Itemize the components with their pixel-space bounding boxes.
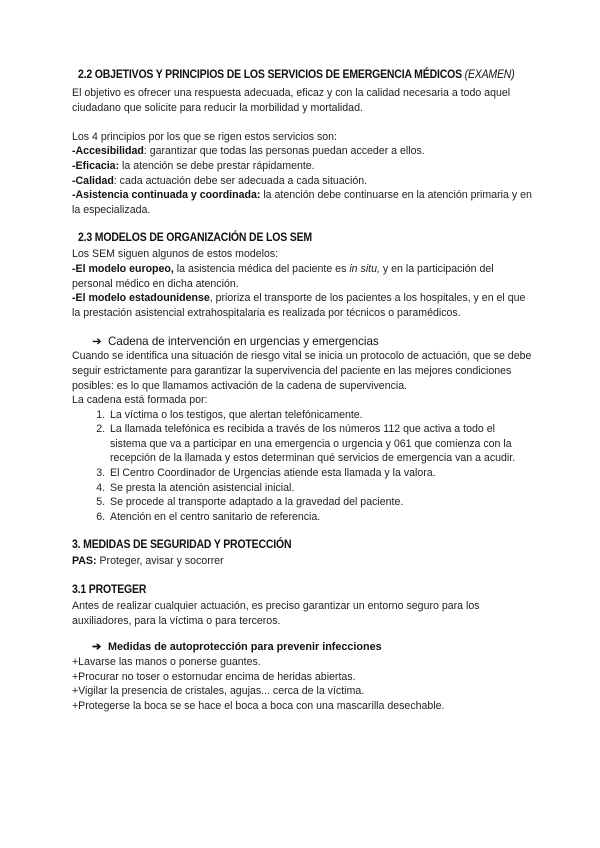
protect-intro: Antes de realizar cualquier actuación, es preciso garantizar un entorno seguro para los auxiliadores, para la víctima o para terceros. — [72, 600, 480, 627]
model-estadounidense: -El modelo estadounidense, prioriza el transporte de los pacientes a los hospitales, y en el que la prestación asistencial extrahospitalaria es realizada por técnicos o paramédicos. — [72, 292, 526, 319]
list-item: 3. El Centro Coordinador de Urgencias atiende esta llamada y la valora. — [108, 466, 532, 481]
list-item: +Lavarse las manos o ponerse guantes. — [72, 656, 261, 669]
list-item: 2. La llamada telefónica es recibida a través de los números 112 que activa a todo el sistema que va a participar en una emergencia o urgencia y 061 que comienza con la recepción de la llamada y estos determinan qué servicios de emergencia van a acudir. — [108, 422, 532, 466]
list-item: +Vigilar la presencia de cristales, agujas... cerca de la víctima. — [72, 685, 365, 698]
objective-paragraph: El objetivo es ofrecer una respuesta adecuada, eficaz y con la calidad necesaria a todo aquel ciudadano que solicite para reducir la morbilidad y mortalidad. — [72, 87, 511, 114]
list-item: 4. Se presta la atención asistencial inicial. — [108, 481, 532, 496]
arrow-right-icon: ➔ — [92, 335, 102, 349]
section-3-1-heading: 3.1 PROTEGER — [72, 582, 147, 597]
section-2-2-title: 2.2 OBJETIVOS Y PRINCIPIOS DE LOS SERVICIOS DE EMERGENCIA MÉDICOS — [78, 67, 462, 81]
autoprotection-heading — [92, 640, 532, 655]
chain-intro: Cuando se identifica una situación de riesgo vital se inicia un protocolo de actuación, que se debe seguir estrictamente para garantizar la supervivencia del paciente en las mejores condiciones posibles: es lo que llamamos activación de la cadena de supervivencia. — [72, 350, 532, 392]
principles-intro: Los 4 principios por los que se rigen estos servicios son: — [72, 130, 337, 143]
arrow-right-icon: ➔ — [92, 641, 102, 654]
exam-tag: (EXAMEN) — [464, 67, 515, 81]
list-item: +Procurar no toser o estornudar encima de heridas abiertas. — [72, 670, 356, 683]
list-item: 5. Se procede al transporte adaptado a la gravedad del paciente. — [108, 495, 532, 510]
model-europeo: -El modelo europeo, la asistencia médica del paciente es in situ, y en la participación del personal médico en dicha atención. — [72, 262, 494, 290]
list-item: +Protegerse la boca se se hace el boca a boca con una mascarilla desechable. — [72, 700, 445, 712]
principle-calidad: -Calidad: cada actuación debe ser adecuada a cada situación. — [72, 174, 368, 187]
principle-accesibilidad: -Accesibilidad: garantizar que todas las personas puedan acceder a ellos. — [72, 145, 425, 158]
section-2-3-heading: 2.3 MODELOS DE ORGANIZACIÓN DE LOS SEM — [78, 230, 312, 245]
list-item: 1. La víctima o los testigos, que alertan telefónicamente. — [108, 408, 532, 423]
models-intro: Los SEM siguen algunos de estos modelos: — [72, 248, 279, 261]
document-content — [72, 66, 532, 714]
chain-title: Cadena de intervención en urgencias y emergencias — [108, 335, 379, 349]
principle-eficacia: -Eficacia: la atención se debe prestar rápidamente. — [72, 159, 315, 172]
principle-asistencia: -Asistencia continuada y coordinada: la atención debe continuarse en la atención primaria y en la especializada. — [72, 189, 532, 216]
chain-heading — [92, 334, 532, 349]
chain-formed: La cadena está formada por: — [72, 394, 208, 407]
section-3-heading: 3. MEDIDAS DE SEGURIDAD Y PROTECCIÓN — [72, 537, 292, 552]
list-item: 6. Atención en el centro sanitario de referencia. — [108, 510, 532, 525]
pas-line: PAS: Proteger, avisar y socorrer — [72, 555, 224, 568]
section-2-2-heading — [78, 66, 515, 82]
chain-steps-list — [72, 408, 532, 525]
autoprotection-title: Medidas de autoprotección para prevenir infecciones — [108, 641, 382, 654]
